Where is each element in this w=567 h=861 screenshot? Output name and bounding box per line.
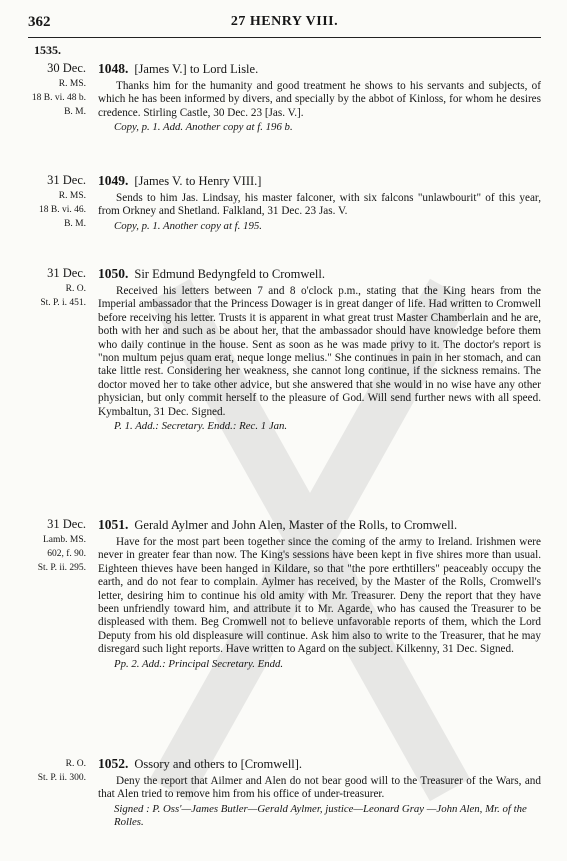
header-rule	[28, 37, 541, 38]
entry-heading	[98, 756, 541, 772]
entry-body	[98, 517, 541, 671]
entry-margin	[28, 756, 86, 784]
source-line: Lamb. MS.	[42, 535, 86, 545]
entry-body	[98, 266, 541, 433]
entry-body	[98, 61, 541, 135]
entry-date: 31 Dec.	[47, 517, 86, 531]
entry-text: Thanks him for the humanity and good treatment he shows to his servants and subjects, of which he has been informed by divers, and specially by the abbot of Kinloss, for whom he desires credence. Stirling Castle, 30 Dec. 23 [Jas. V.].	[98, 80, 541, 119]
entry-1048	[28, 61, 541, 135]
source-line: R. O.	[65, 284, 86, 294]
entry-body	[98, 756, 541, 830]
entry-heading	[98, 61, 541, 77]
source-line: 602, f. 90.	[47, 549, 86, 559]
entry-1052	[28, 756, 541, 830]
entry-date: 30 Dec.	[47, 61, 86, 75]
page-number: 362	[28, 14, 51, 30]
entry-1051	[28, 517, 541, 671]
entry-heading	[98, 173, 541, 189]
entry-text: Received his letters between 7 and 8 o'clock p.m., stating that the King hears from the Imperial ambassador that the Princess Dowager is in great danger of life. Had written to Cromwell before receiving his letter. Trusts it is apparent in what great trust Master Chamberlain and he are, both with her and such as be about her, that the ambassador should have knowledge before them who daily continue in the house. Sent as soon as he was made privy to it. The doctor's report is "non multum pejus quam erat, neque longe melius." She continues in pain in her stomach, and can take little rest. Considering her weakness, she cannot long continue, if the sickness remains. The doctor moved her to take other advice, but she answered that she would in no wise have any other physician, but only commit herself to the pleasure of God. Will send further news with all speed. Kymbaltun, 31 Dec. Signed.	[98, 285, 541, 418]
entry-body	[98, 173, 541, 233]
entry-number: 1052.	[98, 756, 129, 771]
source-line: St. P. ii. 300.	[37, 773, 86, 783]
entry-number: 1050.	[98, 266, 129, 281]
source-line: 18 B. vi. 46.	[39, 205, 86, 215]
entry-note: Pp. 2. Add.: Principal Secretary. Endd.	[114, 657, 284, 670]
entry-margin	[28, 517, 86, 574]
entry-note: P. 1. Add.: Secretary. Endd.: Rec. 1 Jan.	[114, 420, 288, 433]
page-header	[28, 14, 541, 36]
running-title: 27 HENRY VIII.	[230, 14, 339, 29]
entry-title: Sir Edmund Bedyngfeld to Cromwell.	[134, 267, 325, 281]
entry-note: Signed : P. Oss'—James Butler—Gerald Aylmer, justice—Leonard Gray —John Alen, Mr. of the Rolles.	[114, 802, 527, 829]
entry-text: Have for the most part been together since the coming of the army to Ireland. Irishmen were never in greater fear than now. The King's sessions have been kept in five shires more than usual. Eighteen thieves have been hanged in Kildare, so that "the pore erthtillers" peaceably occupy the earth, and do not fear to complain. Aylmer has received, by the Master of the Rolls, Cromwell's letter, desiring him to continue his old amity with Mr. Treasurer. Deny the report that they have been unfriendly toward him, and attribute it to Mr. Agarde, who has caused the Treasurer to be displeased with them. Beg Cromwell not to believe unfavorable reports of them, which the Lord Deputy from his old displeasure will continue. Ask him also to write to the Treasurer, that he may disregard such light reports. Have written to Agard on the subject. Kilkenny, 31 Dec. Signed.	[98, 536, 541, 656]
entry-heading	[98, 266, 541, 282]
entry-1049	[28, 173, 541, 233]
year-label: 1535.	[34, 43, 61, 57]
source-line: R. O.	[65, 759, 86, 769]
source-line: St. P. ii. 295.	[37, 563, 86, 573]
entry-margin	[28, 173, 86, 230]
entry-margin	[28, 266, 86, 309]
entry-text: Sends to him Jas. Lindsay, his master falconer, with six falcons "unlawbourit" of this year, from Orkney and Shetland. Falkland, 31 Dec. 23 Jas. V.	[98, 192, 541, 218]
entry-heading	[98, 517, 541, 533]
entry-number: 1048.	[98, 61, 129, 76]
entry-date: 31 Dec.	[47, 266, 86, 280]
entry-1050	[28, 266, 541, 433]
source-line: St. P. i. 451.	[40, 298, 86, 308]
source-line: B. M.	[64, 107, 86, 117]
entry-number: 1049.	[98, 173, 129, 188]
source-line: R. MS.	[58, 191, 86, 201]
source-line: R. MS.	[58, 79, 86, 89]
entry-margin	[28, 61, 86, 118]
entry-note: Copy, p. 1. Another copy at f. 195.	[114, 219, 262, 232]
entry-title: [James V. to Henry VIII.]	[134, 174, 262, 188]
entry-title: Gerald Aylmer and John Alen, Master of the Rolls, to Cromwell.	[134, 518, 458, 532]
entry-title: [James V.] to Lord Lisle.	[134, 62, 259, 76]
entry-text: Deny the report that Ailmer and Alen do not bear good will to the Treasurer of the Wars, and that Alen tried to remove him from his office of under-treasurer.	[98, 775, 541, 801]
entry-title: Ossory and others to [Cromwell].	[134, 757, 303, 771]
source-line: 18 B. vi. 48 b.	[31, 93, 86, 103]
source-line: B. M.	[64, 219, 86, 229]
entry-number: 1051.	[98, 517, 129, 532]
entry-note: Copy, p. 1. Add. Another copy at f. 196 b.	[114, 121, 293, 134]
entry-date: 31 Dec.	[47, 173, 86, 187]
